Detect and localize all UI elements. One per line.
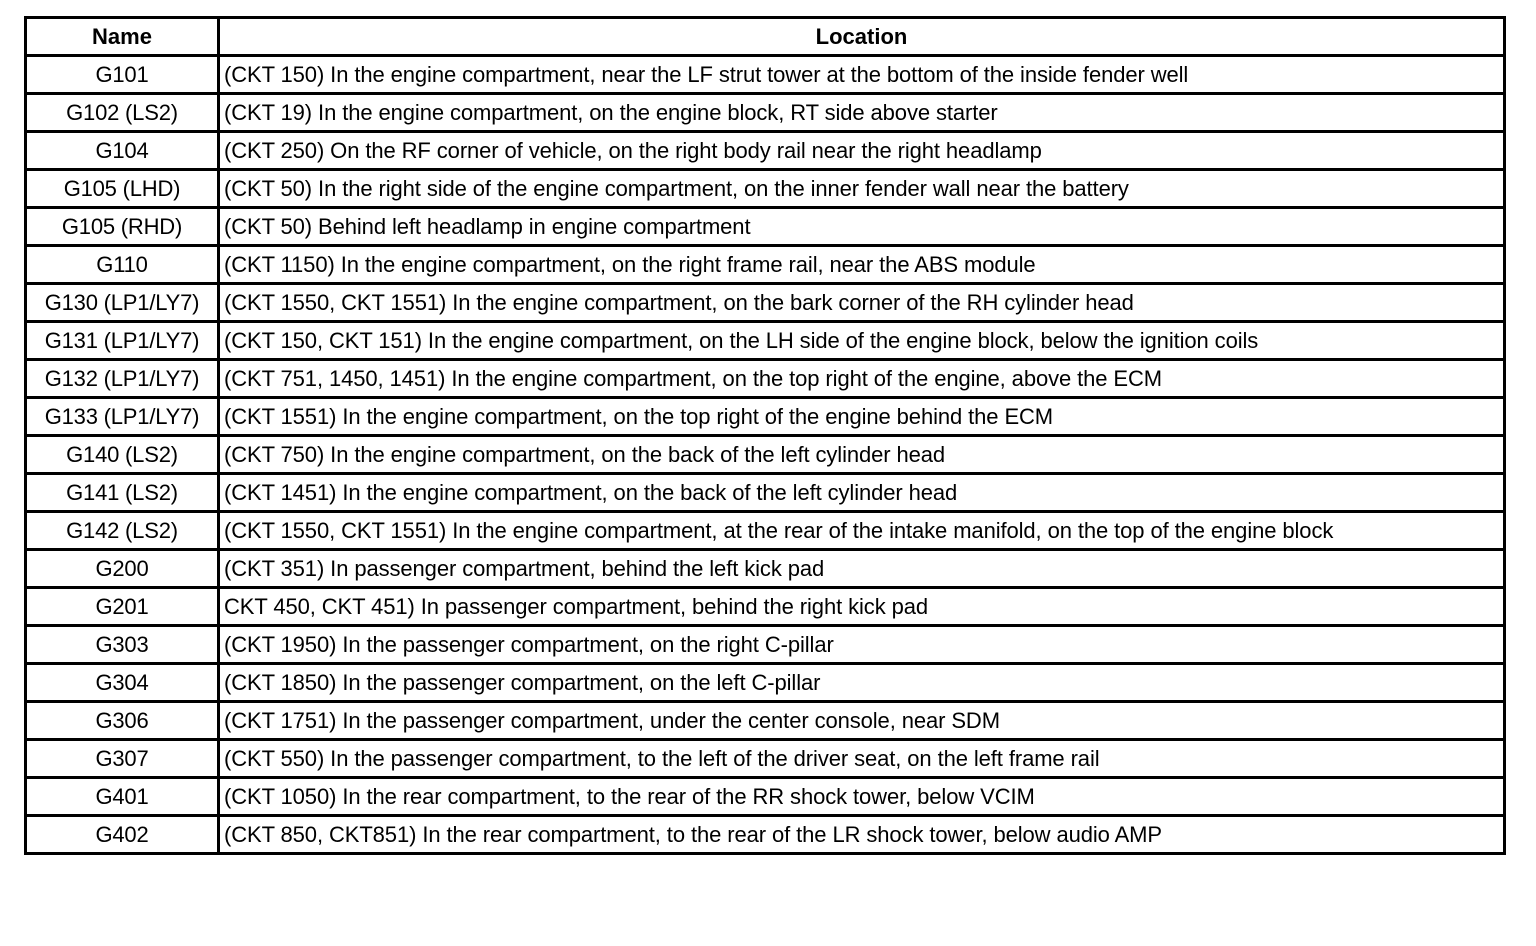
ground-location-cell: (CKT 1850) In the passenger compartment, on the left C-pillar <box>219 664 1505 702</box>
ground-name-cell: G132 (LP1/LY7) <box>26 360 219 398</box>
ground-name-cell: G307 <box>26 740 219 778</box>
ground-name-cell: G105 (LHD) <box>26 170 219 208</box>
table-row <box>26 246 1505 284</box>
ground-location-cell: (CKT 150, CKT 151) In the engine compartment, on the LH side of the engine block, below the ignition coils <box>219 322 1505 360</box>
table-row <box>26 664 1505 702</box>
ground-location-cell: (CKT 1050) In the rear compartment, to the rear of the RR shock tower, below VCIM <box>219 778 1505 816</box>
table-row <box>26 474 1505 512</box>
ground-name-cell: G101 <box>26 56 219 94</box>
table-row <box>26 436 1505 474</box>
ground-location-cell: (CKT 1550, CKT 1551) In the engine compartment, on the bark corner of the RH cylinder head <box>219 284 1505 322</box>
table-row <box>26 284 1505 322</box>
table-row <box>26 626 1505 664</box>
ground-location-cell: (CKT 351) In passenger compartment, behind the left kick pad <box>219 550 1505 588</box>
table-row <box>26 702 1505 740</box>
ground-name-cell: G200 <box>26 550 219 588</box>
ground-location-cell: (CKT 1751) In the passenger compartment, under the center console, near SDM <box>219 702 1505 740</box>
ground-name-cell: G102 (LS2) <box>26 94 219 132</box>
table-row <box>26 398 1505 436</box>
ground-location-cell: (CKT 150) In the engine compartment, near the LF strut tower at the bottom of the inside fender well <box>219 56 1505 94</box>
ground-name-cell: G105 (RHD) <box>26 208 219 246</box>
ground-name-cell: G304 <box>26 664 219 702</box>
ground-location-cell: (CKT 1551) In the engine compartment, on the top right of the engine behind the ECM <box>219 398 1505 436</box>
ground-name-cell: G141 (LS2) <box>26 474 219 512</box>
ground-location-cell: (CKT 1550, CKT 1551) In the engine compartment, at the rear of the intake manifold, on the top of the engine block <box>219 512 1505 550</box>
ground-name-cell: G104 <box>26 132 219 170</box>
ground-name-cell: G402 <box>26 816 219 854</box>
ground-location-cell: CKT 450, CKT 451) In passenger compartment, behind the right kick pad <box>219 588 1505 626</box>
table-row <box>26 778 1505 816</box>
ground-location-cell: (CKT 550) In the passenger compartment, to the left of the driver seat, on the left frame rail <box>219 740 1505 778</box>
ground-location-cell: (CKT 50) In the right side of the engine compartment, on the inner fender wall near the battery <box>219 170 1505 208</box>
ground-location-cell: (CKT 1150) In the engine compartment, on the right frame rail, near the ABS module <box>219 246 1505 284</box>
table-row <box>26 512 1505 550</box>
table-body <box>26 56 1505 854</box>
ground-name-cell: G110 <box>26 246 219 284</box>
ground-name-cell: G140 (LS2) <box>26 436 219 474</box>
ground-name-cell: G303 <box>26 626 219 664</box>
ground-name-cell: G142 (LS2) <box>26 512 219 550</box>
ground-name-cell: G306 <box>26 702 219 740</box>
table-row <box>26 94 1505 132</box>
ground-name-cell: G131 (LP1/LY7) <box>26 322 219 360</box>
table-row <box>26 740 1505 778</box>
table-row <box>26 816 1505 854</box>
ground-location-cell: (CKT 250) On the RF corner of vehicle, on the right body rail near the right headlamp <box>219 132 1505 170</box>
ground-name-cell: G133 (LP1/LY7) <box>26 398 219 436</box>
table-row <box>26 588 1505 626</box>
ground-location-cell: (CKT 1451) In the engine compartment, on the back of the left cylinder head <box>219 474 1505 512</box>
ground-location-cell: (CKT 850, CKT851) In the rear compartment, to the rear of the LR shock tower, below audio AMP <box>219 816 1505 854</box>
location-column-header: Location <box>219 18 1505 56</box>
ground-location-cell: (CKT 19) In the engine compartment, on the engine block, RT side above starter <box>219 94 1505 132</box>
ground-name-cell: G130 (LP1/LY7) <box>26 284 219 322</box>
ground-name-cell: G201 <box>26 588 219 626</box>
ground-location-cell: (CKT 750) In the engine compartment, on the back of the left cylinder head <box>219 436 1505 474</box>
table-row <box>26 132 1505 170</box>
ground-locations-table <box>24 16 1506 855</box>
table-header <box>26 18 1505 56</box>
table-row <box>26 170 1505 208</box>
header-row <box>26 18 1505 56</box>
table-row <box>26 550 1505 588</box>
ground-location-cell: (CKT 1950) In the passenger compartment, on the right C-pillar <box>219 626 1505 664</box>
table-row <box>26 56 1505 94</box>
name-column-header: Name <box>26 18 219 56</box>
ground-name-cell: G401 <box>26 778 219 816</box>
table-row <box>26 360 1505 398</box>
ground-location-cell: (CKT 50) Behind left headlamp in engine compartment <box>219 208 1505 246</box>
table-row <box>26 208 1505 246</box>
ground-location-cell: (CKT 751, 1450, 1451) In the engine compartment, on the top right of the engine, above the ECM <box>219 360 1505 398</box>
table-row <box>26 322 1505 360</box>
